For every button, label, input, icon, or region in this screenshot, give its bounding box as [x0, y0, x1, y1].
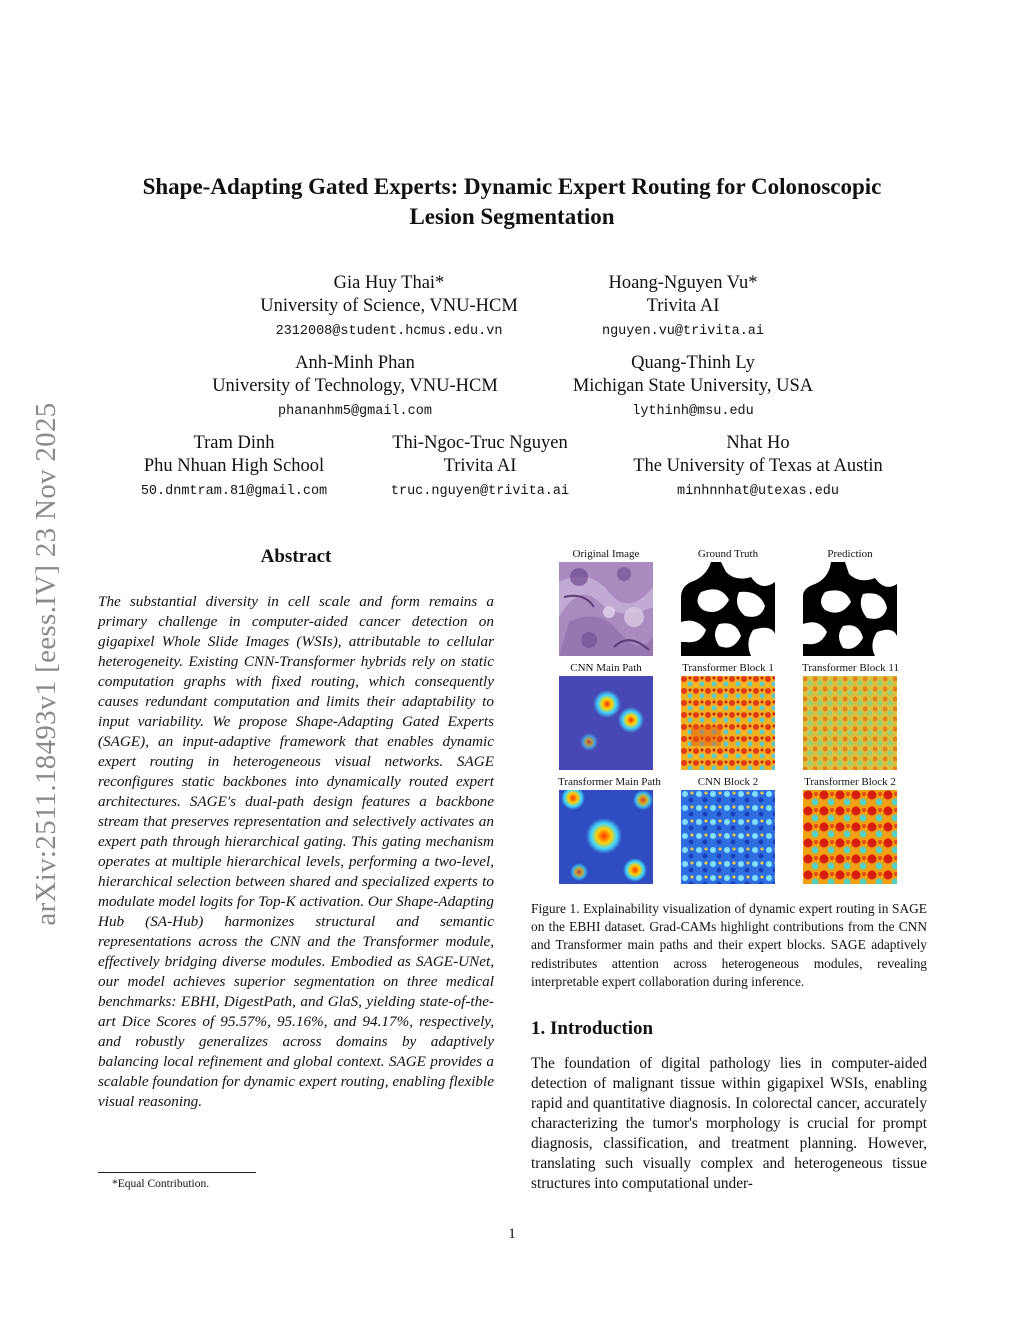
figure-panel — [802, 660, 898, 770]
author-block — [548, 352, 838, 421]
author-email[interactable]: lythinh@msu.edu — [632, 404, 754, 419]
author-block — [614, 432, 902, 501]
author-block — [124, 432, 344, 501]
figure-panel — [558, 660, 654, 770]
author-email[interactable]: 2312008@student.hcmus.edu.vn — [275, 324, 503, 339]
author-affiliation: University of Science, VNU-HCM — [260, 296, 518, 316]
figure-panel — [802, 546, 898, 656]
panel-label: CNN Block 2 — [697, 776, 759, 788]
arxiv-identifier: arXiv:2511.18493v1 [eess.IV] 23 Nov 2025 — [30, 402, 62, 926]
gradcam-transformer-block-1 — [681, 676, 775, 770]
footnote-rule — [98, 1172, 256, 1173]
figure-panel — [680, 546, 776, 656]
gradcam-transformer-block-2 — [803, 790, 897, 884]
panel-label: Prediction — [827, 548, 873, 560]
paper-title: Shape-Adapting Gated Experts: Dynamic Expert Routing for Colonoscopic Lesion Segmentation — [142, 174, 882, 229]
author-email[interactable]: 50.dnmtram.81@gmail.com — [140, 484, 328, 499]
author-name: Hoang-Nguyen Vu* — [608, 273, 758, 293]
prediction-mask — [803, 562, 897, 656]
author-name: Quang-Thinh Ly — [631, 353, 755, 373]
figure-panel — [558, 774, 661, 884]
author-affiliation: The University of Texas at Austin — [633, 456, 883, 476]
panel-label: Transformer Block 2 — [804, 776, 896, 788]
histology-image — [559, 562, 653, 656]
author-affiliation: Phu Nhuan High School — [143, 456, 325, 476]
author-affiliation: Trivita AI — [646, 296, 720, 316]
page-number: 1 — [508, 1226, 516, 1242]
panel-label: Ground Truth — [697, 548, 759, 560]
figure-panel — [680, 660, 776, 770]
author-name: Tram Dinh — [193, 433, 275, 453]
figure-panel — [558, 546, 654, 656]
author-name: Anh-Minh Phan — [295, 353, 415, 373]
author-affiliation: Michigan State University, USA — [572, 376, 814, 396]
author-block — [190, 352, 520, 421]
figure-caption: Figure 1. Explainability visualization of dynamic expert routing in SAGE on the EBHI dataset. Grad-CAMs highlight contributions from the CNN and Transformer main paths and their expert blocks. SAGE adaptively redistributes attention across heterogeneous modules, revealing interpretable expert collaboration during inference. — [531, 901, 927, 989]
ground-truth-mask — [681, 562, 775, 656]
footnote: *Equal Contribution. — [112, 1178, 210, 1190]
author-name: Nhat Ho — [726, 433, 790, 453]
gradcam-transformer-main-path — [559, 790, 653, 884]
panel-label: Transformer Block 1 — [682, 662, 774, 674]
panel-label: Original Image — [572, 548, 640, 560]
panel-label: CNN Main Path — [570, 662, 642, 674]
author-affiliation: Trivita AI — [443, 456, 517, 476]
figure-panel — [680, 774, 776, 884]
figure-1 — [544, 540, 924, 890]
panel-label: Transformer Block 11 — [802, 662, 899, 674]
author-email[interactable]: phananhm5@gmail.com — [278, 404, 432, 419]
abstract-text: The substantial diversity in cell scale and form remains a primary challenge in computer-aided cancer detection on gigapixel Whole Slide Images (WSIs), attributable to cellular heterogeneity. Existing CNN-Transformer hybrids rely on static computation graphs with fixed routing, which consequently causes redundant computation and limits their adaptability to input variability. We propose Shape-Adapting Gated Experts (SAGE), an input-adaptive framework that enables dynamic expert routing in heterogeneous visual networks. SAGE reconfigures static backbones into dynamically routed expert architectures. SAGE's dual-path design features a backbone stream that preserves representation and selectively activates an expert path through hierarchical gating. This gating mechanism operates at multiple hierarchical levels, performing a two-level, hierarchical selection between shared and specialized experts to modulate model logits for Top-K activation. Our Shape-Adapting Hub (SA-Hub) harmonizes structural and semantic representations across the CNN and the Transformer module, effectively bridging diverse modules. Embodied as SAGE-UNet, our model achieves superior segmentation on three medical benchmarks: EBHI, DigestPath, and GlaS, yielding state-of-the-art Dice Scores of 95.57%, 95.16%, and 94.17%, respectively, and robustly generalizes across domains by adaptively balancing local refinement and global context. SAGE provides a scalable foundation for dynamic expert routing, enabling flexible visual reasoning. — [98, 593, 494, 1110]
author-email[interactable]: nguyen.vu@trivita.ai — [601, 324, 765, 339]
author-block — [370, 432, 590, 501]
abstract-heading: Abstract — [260, 546, 332, 567]
author-email[interactable]: truc.nguyen@trivita.ai — [390, 484, 570, 499]
gradcam-transformer-block-11 — [803, 676, 897, 770]
author-name: Gia Huy Thai* — [333, 273, 445, 293]
panel-label: Transformer Main Path — [558, 776, 661, 788]
introduction-text: The foundation of digital pathology lies in computer-aided detection of malignant tissue within gigapixel WSIs, enabling rapid and quantitative diagnosis. In colorectal cancer, accurately characterizing the tumor's morphology is crucial for prompt diagnosis, classification, and treatment planning. However, translating such visually complex and heterogeneous tissue structures into computational under- — [531, 1055, 927, 1192]
author-name: Thi-Ngoc-Truc Nguyen — [392, 433, 568, 453]
section-heading: 1. Introduction — [531, 1018, 654, 1039]
figure-panel — [802, 774, 898, 884]
author-email[interactable]: minhnnhat@utexas.edu — [676, 484, 840, 499]
gradcam-cnn-block-2 — [681, 790, 775, 884]
author-block — [558, 272, 808, 341]
gradcam-cnn-main-path — [559, 676, 653, 770]
author-affiliation: University of Technology, VNU-HCM — [212, 376, 498, 396]
author-block — [234, 272, 544, 341]
